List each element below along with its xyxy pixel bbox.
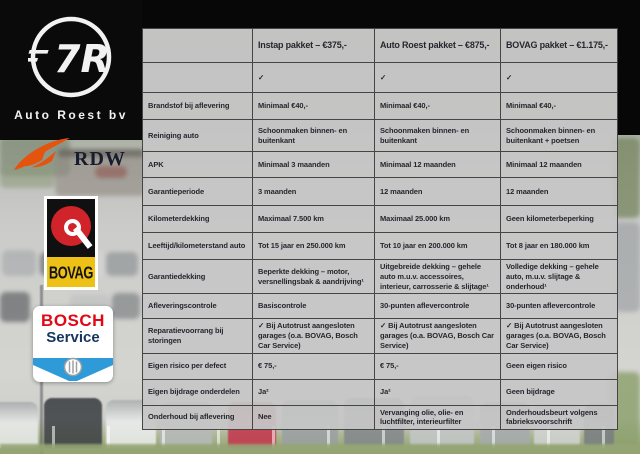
table-row: [143, 294, 618, 319]
row-value: 12 maanden: [375, 178, 501, 206]
table-row: [143, 152, 618, 178]
row-label: Kilometerdekking: [143, 206, 253, 233]
parked-car: [2, 250, 36, 276]
package-header: Auto Roest pakket – €875,-: [375, 29, 501, 63]
table-row: [143, 63, 618, 93]
row-value: Minimaal 12 maanden: [375, 152, 501, 178]
row-value: Onderhoudsbeurt volgens fabrieksvoorschrift: [501, 405, 618, 430]
row-label: Garantieperiode: [143, 178, 253, 206]
row-label: Garantiedekking: [143, 260, 253, 294]
table-row: [143, 405, 618, 430]
svg-text:7R: 7R: [54, 37, 110, 81]
row-value: Maximaal 25.000 km: [375, 206, 501, 233]
row-value: Minimaal 3 maanden: [253, 152, 375, 178]
rdw-label: RDW: [74, 148, 126, 170]
row-value: 12 maanden: [501, 178, 618, 206]
table-row: [143, 379, 618, 405]
row-value: ✓ Bij Autotrust aangesloten garages (o.a. BOVAG, Bosch Car Service): [501, 319, 618, 353]
table-row: [143, 178, 618, 206]
row-label: Reiniging auto: [143, 120, 253, 152]
row-value: Basiscontrole: [253, 294, 375, 319]
grass-strip: [0, 444, 640, 454]
row-value: ✓: [501, 63, 618, 93]
row-label: Afleveringscontrole: [143, 294, 253, 319]
table-row: [143, 233, 618, 260]
row-value: ✓ Bij Autotrust aangesloten garages (o.a. BOVAG, Bosch Car Service): [253, 319, 375, 353]
row-label: APK: [143, 152, 253, 178]
table-row: [143, 120, 618, 152]
row-value: Geen eigen risico: [501, 353, 618, 379]
row-label-header: [143, 29, 253, 63]
row-label: Eigen risico per defect: [143, 353, 253, 379]
row-value: 30-punten aflevercontrole: [501, 294, 618, 319]
row-label: Onderhoud bij aflevering: [143, 405, 253, 430]
bosch-chevron-icon: [33, 356, 113, 382]
row-value: Tot 8 jaar en 180.000 km: [501, 233, 618, 260]
row-value: € 75,-: [375, 353, 501, 379]
auto-roest-logo-icon: [28, 12, 114, 102]
parked-car: [112, 293, 140, 319]
table-row: [143, 206, 618, 233]
package-comparison-table: [142, 28, 617, 427]
row-label: Eigen bijdrage onderdelen: [143, 379, 253, 405]
company-name: Auto Roest bv: [14, 108, 128, 122]
row-value: Minimaal 12 maanden: [501, 152, 618, 178]
parked-car: [0, 292, 30, 322]
row-label: [143, 63, 253, 93]
row-value: 3 maanden: [253, 178, 375, 206]
row-value: Ja²: [253, 379, 375, 405]
bosch-label: BOSCH: [41, 311, 105, 330]
row-value: € 75,-: [253, 353, 375, 379]
bovag-logo: [44, 196, 98, 290]
row-value: Beperkte dekking – motor, versnellingsbak & aandrijving¹: [253, 260, 375, 294]
table-row: [143, 353, 618, 379]
row-value: Geen kilometerbeperking: [501, 206, 618, 233]
rdw-logo: [12, 136, 130, 178]
row-value: Tot 10 jaar en 200.000 km: [375, 233, 501, 260]
row-value: ✓: [375, 63, 501, 93]
table-row: [143, 93, 618, 120]
row-value: ✓ Bij Autotrust aangesloten garages (o.a. BOVAG, Bosch Car Service): [375, 319, 501, 353]
row-value: Ja²: [375, 379, 501, 405]
row-value: Vervanging olie, olie- en luchtfilter, interieurfilter: [375, 405, 501, 430]
bovag-wordmark: [47, 257, 95, 287]
package-header: Instap pakket – €375,-: [253, 29, 375, 63]
row-value: Minimaal €40,-: [501, 93, 618, 120]
row-value: Minimaal €40,-: [375, 93, 501, 120]
row-value: Volledige dekking – gehele auto, m.u.v. slijtage & onderhoud¹: [501, 260, 618, 294]
rdw-feather-icon: [12, 136, 74, 176]
row-value: Schoonmaken binnen- en buitenkant + poetsen: [501, 120, 618, 152]
row-value: Schoonmaken binnen- en buitenkant: [375, 120, 501, 152]
bosch-service-logo: [33, 306, 113, 382]
row-value: 30-punten aflevercontrole: [375, 294, 501, 319]
row-label: Reparatievoorrang bij storingen: [143, 319, 253, 353]
parked-car: [106, 252, 138, 276]
row-value: ✓: [253, 63, 375, 93]
row-value: Uitgebreide dekking – gehele auto m.u.v. accessoires, interieur, carrosserie & slijtage¹: [375, 260, 501, 294]
comparison-table: [142, 28, 618, 430]
row-value: Tot 15 jaar en 250.000 km: [253, 233, 375, 260]
table-row: [143, 319, 618, 353]
bovag-emblem: [47, 199, 95, 257]
row-value: Maximaal 7.500 km: [253, 206, 375, 233]
bosch-service-label: Service: [46, 329, 100, 346]
package-header: BOVAG pakket – €1.175,-: [501, 29, 618, 63]
auto-roest-logo-box: [0, 0, 142, 140]
bovag-label: BOVAG: [49, 262, 93, 282]
row-value: Geen bijdrage: [501, 379, 618, 405]
right-black-band: [617, 0, 640, 135]
table-row: [143, 260, 618, 294]
row-value: Schoonmaken binnen- en buitenkant: [253, 120, 375, 152]
row-value: Nee: [253, 405, 375, 430]
row-label: Brandstof bij aflevering: [143, 93, 253, 120]
row-label: Leeftijd/kilometerstand auto: [143, 233, 253, 260]
row-value: Minimaal €40,-: [253, 93, 375, 120]
table-header-row: [143, 29, 618, 63]
